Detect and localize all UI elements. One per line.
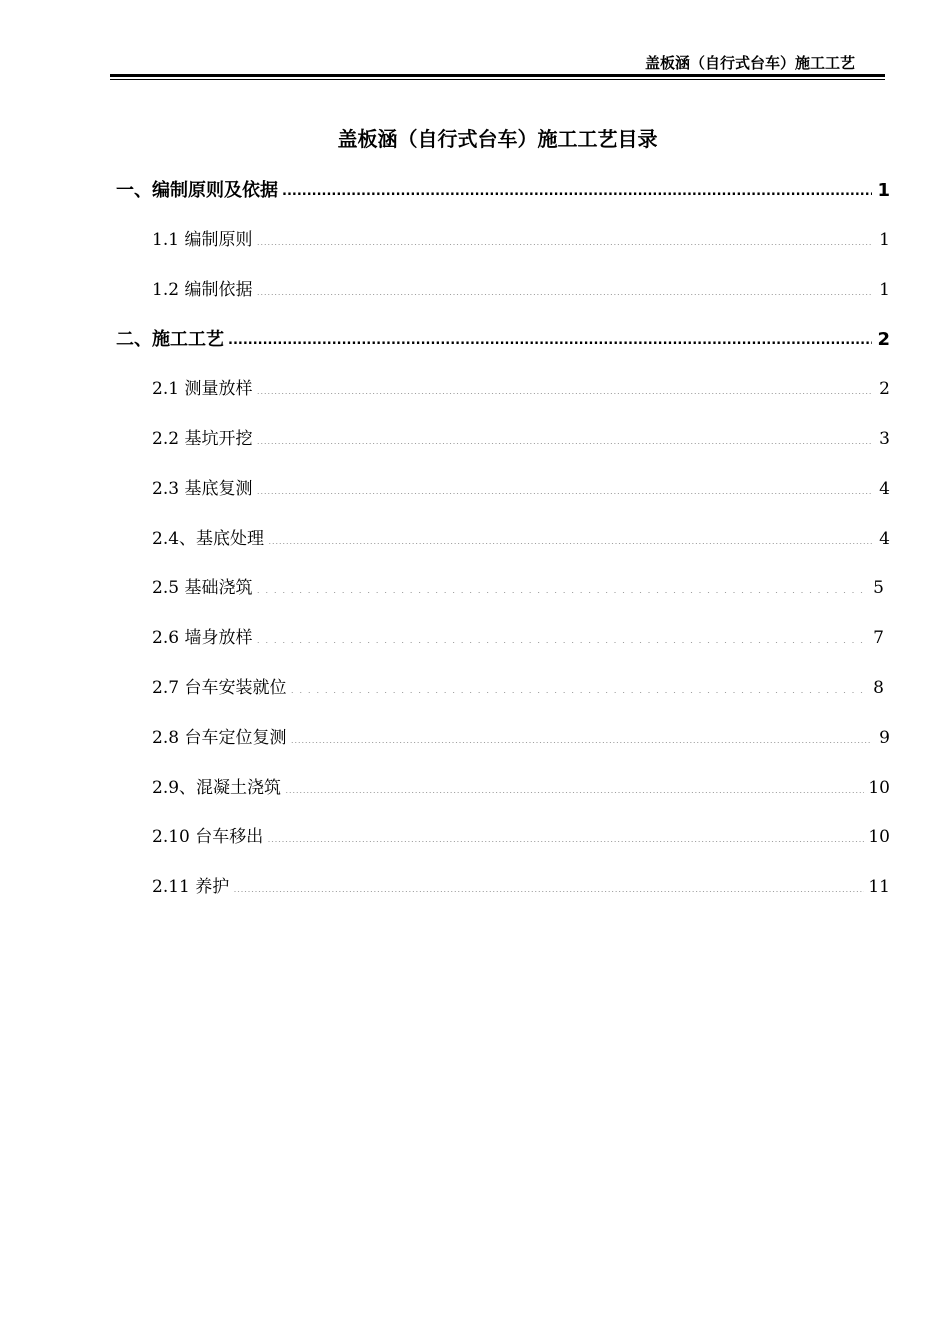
toc-entry-label: 2.1 测量放样 — [152, 379, 253, 400]
toc-dot-leader — [256, 228, 872, 245]
table-of-contents — [110, 166, 890, 913]
toc-entry[interactable] — [110, 315, 890, 365]
toc-entry-label: 2.11 养护 — [152, 877, 230, 898]
toc-entry-page-number: 3 — [879, 428, 890, 449]
toc-entry-label: 1.1 编制原则 — [152, 229, 253, 250]
toc-entry-page-number: 1 — [877, 180, 890, 201]
toc-entry[interactable] — [110, 216, 890, 266]
toc-entry-label: 2.6 墙身放样 — [152, 628, 253, 649]
toc-entry-page-number: 2 — [879, 379, 890, 400]
toc-dot-leader — [256, 626, 866, 643]
toc-entry[interactable] — [110, 614, 890, 664]
toc-entry-label: 2.4、基底处理 — [152, 528, 265, 549]
toc-entry[interactable] — [110, 863, 890, 913]
header-rule-thin — [110, 79, 885, 80]
toc-dot-leader — [267, 825, 864, 842]
toc-dot-leader — [290, 726, 872, 743]
toc-entry[interactable] — [110, 415, 890, 465]
toc-dot-leader — [256, 278, 872, 295]
toc-title: 盖板涵（自行式台车）施工工艺目录 — [337, 127, 658, 151]
toc-dot-leader — [256, 576, 866, 593]
toc-entry-label: 2.9、混凝土浇筑 — [152, 777, 282, 798]
toc-entry[interactable] — [110, 764, 890, 814]
toc-entry-label: 1.2 编制依据 — [152, 279, 253, 300]
toc-entry-label: 2.2 基坑开挖 — [152, 428, 253, 449]
toc-entry-page-number: 1 — [879, 279, 890, 300]
toc-entry[interactable] — [110, 564, 890, 614]
toc-entry[interactable] — [110, 714, 890, 764]
toc-entry-page-number: 7 — [873, 628, 884, 649]
toc-dot-leader — [233, 875, 864, 892]
toc-entry-label: 2.8 台车定位复测 — [152, 727, 287, 748]
toc-entry-page-number: 4 — [879, 478, 890, 499]
toc-entry-page-number: 5 — [873, 578, 884, 599]
toc-entry-label: 一、编制原则及依据 — [116, 180, 278, 201]
toc-entry[interactable] — [110, 813, 890, 863]
toc-entry-page-number: 10 — [868, 777, 890, 798]
toc-entry[interactable] — [110, 664, 890, 714]
toc-dot-leader — [228, 327, 872, 345]
toc-dot-leader — [268, 527, 872, 544]
page-header — [110, 52, 885, 80]
header-rule-thick — [110, 74, 885, 77]
toc-dot-leader — [256, 377, 872, 394]
toc-entry[interactable] — [110, 515, 890, 565]
toc-entry-page-number: 8 — [873, 677, 884, 698]
toc-entry-page-number: 11 — [868, 877, 890, 898]
toc-entry[interactable] — [110, 266, 890, 316]
toc-dot-leader — [285, 776, 864, 793]
toc-entry[interactable] — [110, 166, 890, 216]
toc-entry-label: 2.5 基础浇筑 — [152, 578, 253, 599]
toc-entry[interactable] — [110, 365, 890, 415]
toc-entry-label: 2.10 台车移出 — [152, 827, 264, 848]
toc-dot-leader — [256, 427, 872, 444]
toc-entry-page-number: 2 — [877, 329, 890, 351]
toc-dot-leader — [290, 676, 866, 693]
toc-entry-label: 2.7 台车安装就位 — [152, 677, 287, 698]
toc-entry[interactable] — [110, 465, 890, 515]
toc-entry-page-number: 4 — [879, 528, 890, 549]
toc-dot-leader — [282, 178, 872, 196]
toc-entry-page-number: 9 — [879, 727, 890, 748]
toc-entry-label: 二、施工工艺 — [116, 329, 224, 351]
toc-entry-page-number: 10 — [868, 827, 890, 848]
header-title: 盖板涵（自行式台车）施工工艺 — [644, 54, 855, 72]
toc-entry-page-number: 1 — [879, 229, 890, 250]
toc-dot-leader — [256, 477, 872, 494]
toc-entry-label: 2.3 基底复测 — [152, 478, 253, 499]
